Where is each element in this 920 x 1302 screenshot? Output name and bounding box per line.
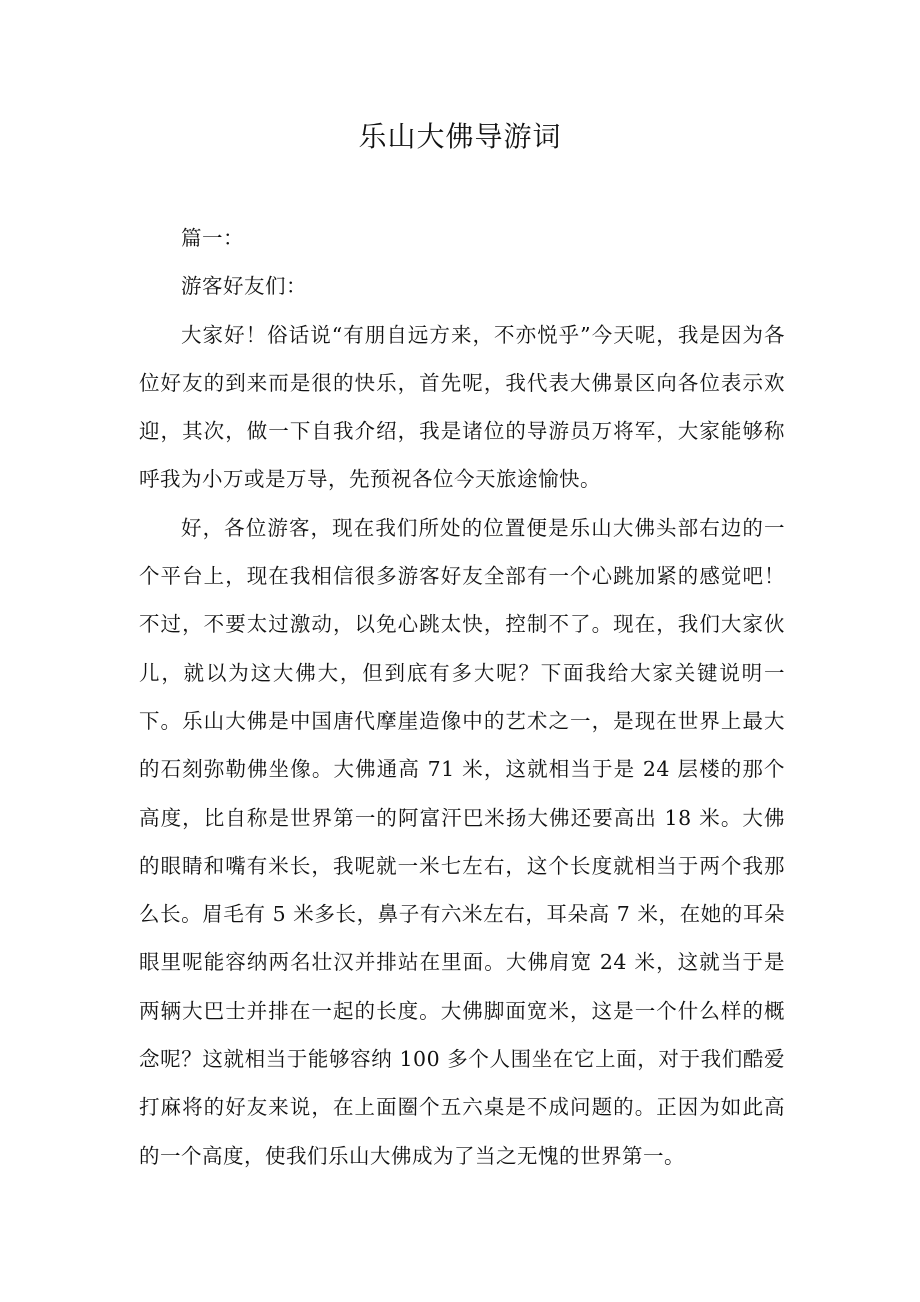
document-title: 乐山大佛导游词 — [358, 120, 562, 153]
paragraph-welcome: 大家好！俗话说“有朋自远方来，不亦悦乎”今天呢，我是因为各位好友的到来而是很的快乐，首先呢，我代表大佛景区向各位表示欢迎，其次，做一下自我介绍，我是诸位的导游员万将军，大家能够称呼我为小万或是万导，先预祝各位今天旅途愉快。 — [139, 322, 785, 492]
paragraph-greeting: 游客好友们： — [181, 274, 307, 299]
paragraph-buddha-description: 好，各位游客，现在我们所处的位置便是乐山大佛头部右边的一个平台上，现在我相信很多游客好友全部有一个心跳加紧的感觉吧！不过，不要太过激动，以免心跳太快，控制不了。现在，我们大家伙儿，就以为这大佛大，但到底有多大呢？下面我给大家关键说明一下。乐山大佛是中国唐代摩崖造像中的艺术之一，是现在世界上最大的石刻弥勒佛坐像。大佛通高 71 米，这就相当于是 24 层楼的那个高度，比自称是世界第一的阿富汗巴米扬大佛还要高出 18 米。大佛的眼睛和嘴有米长，我呢就一米七左右，这个长度就相当于两个我那么长。眉毛有 5 米多长，鼻子有六米左右，耳朵高 7 米，在她的耳朵眼里呢能容纳两名壮汉并排站在里面。大佛肩宽 24 米，这就当于是两辆大巴士并排在一起的长度。大佛脚面宽米，这是一个什么样的概念呢？这就相当于能够容纳 100 多个人围坐在它上面，对于我们酷爱打麻将的好友来说，在上面圈个五六桌是不成问题的。正因为如此高的一个高度，使我们乐山大佛成为了当之无愧的世界第一。 — [139, 515, 785, 1168]
paragraph-section-label: 篇一： — [181, 226, 244, 250]
document-body — [139, 214, 785, 1180]
